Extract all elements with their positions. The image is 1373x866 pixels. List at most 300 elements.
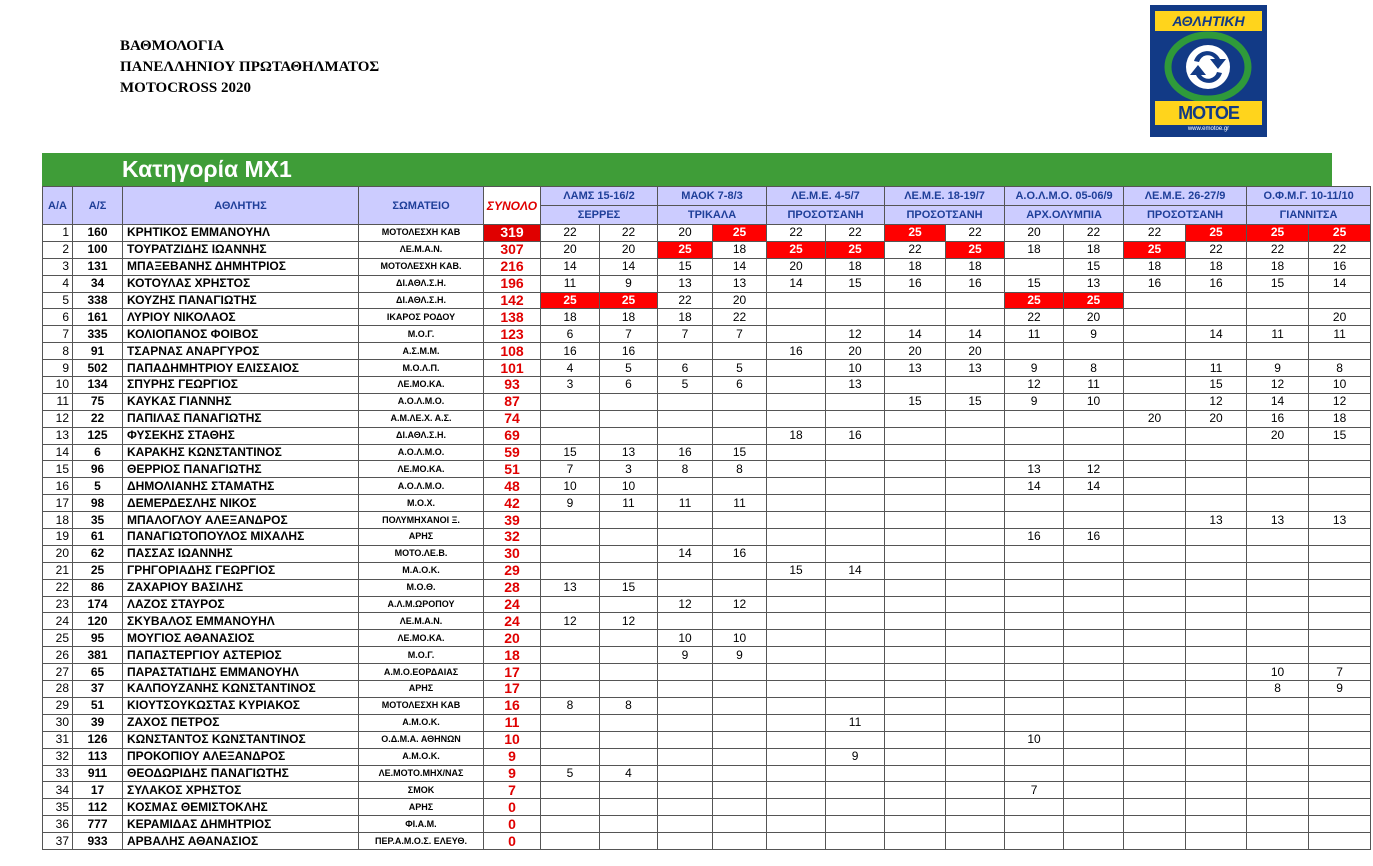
race-score-cell [541, 731, 600, 748]
table-row [43, 697, 1371, 714]
race-score-cell: 22 [1005, 309, 1064, 326]
race-score-cell [1005, 816, 1064, 833]
table-row [43, 258, 1371, 275]
race-score-cell [946, 714, 1005, 731]
race-score-cell [1124, 697, 1186, 714]
club-cell: ΙΚΑΡΟΣ ΡΟΔΟΥ [359, 309, 484, 326]
race-score-cell [826, 799, 885, 816]
race-score-cell [946, 765, 1005, 782]
race-score-cell [600, 427, 658, 444]
race-score-cell [1005, 681, 1064, 698]
club-cell: Α.Ο.Λ.Μ.Ο. [359, 444, 484, 461]
race-number-cell: 113 [73, 748, 123, 765]
position-cell: 35 [43, 799, 73, 816]
total-points-cell: 101 [484, 360, 541, 377]
race-number-cell: 381 [73, 647, 123, 664]
race-score-cell [826, 410, 885, 427]
position-cell: 17 [43, 495, 73, 512]
rider-name-cell: ΚΕΡΑΜΙΔΑΣ ΔΗΜΗΤΡΙΟΣ [123, 816, 359, 833]
race-score-cell [713, 529, 767, 546]
rider-name-cell: ΤΣΑΡΝΑΣ ΑΝΑΡΓΥΡΟΣ [123, 343, 359, 360]
race-score-cell [767, 512, 826, 529]
club-cell: Ο.Δ.Μ.Α. ΑΘΗΝΩΝ [359, 731, 484, 748]
race-score-cell: 8 [1064, 360, 1124, 377]
club-cell: Μ.Ο.Λ.Π. [359, 360, 484, 377]
total-points-cell: 17 [484, 681, 541, 698]
race-score-cell: 13 [658, 275, 713, 292]
race-score-cell [1186, 478, 1247, 495]
rider-name-cell: ΚΩΝΣΤΑΝΤΟΣ ΚΩΝΣΤΑΝΤΙΝΟΣ [123, 731, 359, 748]
race-score-cell [826, 444, 885, 461]
race-score-cell [1005, 630, 1064, 647]
total-points-cell: 30 [484, 545, 541, 562]
race-score-cell [946, 799, 1005, 816]
race-score-cell [600, 731, 658, 748]
race-score-cell: 15 [658, 258, 713, 275]
total-points-cell: 0 [484, 833, 541, 850]
category-title: Κατηγορία ΜΧ1 [122, 156, 292, 182]
position-cell: 19 [43, 529, 73, 546]
race-score-cell: 11 [1247, 326, 1309, 343]
race-score-cell [658, 427, 713, 444]
race-score-cell: 22 [658, 292, 713, 309]
race-score-cell: 10 [658, 630, 713, 647]
position-cell: 14 [43, 444, 73, 461]
race-number-cell: 933 [73, 833, 123, 850]
race-score-cell [885, 461, 946, 478]
race-score-cell [541, 681, 600, 698]
race-score-cell [767, 579, 826, 596]
race-score-cell [1064, 765, 1124, 782]
race-score-cell [541, 427, 600, 444]
race-score-cell [600, 681, 658, 698]
race-score-cell [1064, 596, 1124, 613]
table-row [43, 326, 1371, 343]
race-score-cell: 14 [946, 326, 1005, 343]
club-cell: ΛΕ.ΜΟ.ΚΑ. [359, 461, 484, 478]
race-score-cell [1124, 613, 1186, 630]
race-score-cell [1124, 512, 1186, 529]
race-score-cell [1309, 799, 1371, 816]
federation-logo [1150, 5, 1267, 137]
race-score-cell [658, 714, 713, 731]
race-score-cell: 16 [1064, 529, 1124, 546]
race-score-cell: 25 [946, 241, 1005, 258]
race-score-cell [1186, 596, 1247, 613]
club-cell: ΔΙ.ΑΘΛ.Σ.Η. [359, 427, 484, 444]
rider-name-cell: ΠΑΠΑΔΗΜΗΤΡΙΟΥ ΕΛΙΣΣΑΙΟΣ [123, 360, 359, 377]
race-score-cell: 13 [1064, 275, 1124, 292]
total-points-cell: 93 [484, 377, 541, 394]
position-cell: 7 [43, 326, 73, 343]
race-score-cell [541, 596, 600, 613]
race-score-cell [1124, 647, 1186, 664]
race-score-cell [1064, 714, 1124, 731]
race-score-cell [1064, 681, 1124, 698]
race-score-cell: 9 [826, 748, 885, 765]
rider-name-cell: ΜΟΥΓΙΟΣ ΑΘΑΝΑΣΙΟΣ [123, 630, 359, 647]
race-score-cell [713, 765, 767, 782]
race-score-cell [946, 495, 1005, 512]
race-score-cell [541, 833, 600, 850]
race-score-cell: 20 [1247, 427, 1309, 444]
race-score-cell [885, 748, 946, 765]
race-score-cell: 14 [541, 258, 600, 275]
title-line: ΠΑΝΕΛΛΗΝΙΟΥ ΠΡΩΤΑΘΗΛΜΑΤΟΣ [120, 59, 380, 75]
race-score-cell: 22 [1309, 241, 1371, 258]
rider-name-cell: ΤΟΥΡΑΤΖΙΔΗΣ ΙΩΑΝΝΗΣ [123, 241, 359, 258]
club-cell: Μ.Ο.Θ. [359, 579, 484, 596]
race-score-cell: 7 [541, 461, 600, 478]
club-cell: ΑΡΗΣ [359, 681, 484, 698]
race-score-cell: 8 [658, 461, 713, 478]
position-cell: 32 [43, 748, 73, 765]
race-score-cell: 15 [1186, 377, 1247, 394]
race-number-cell: 161 [73, 309, 123, 326]
club-cell: ΔΙ.ΑΘΛ.Σ.Η. [359, 292, 484, 309]
race-score-cell [658, 343, 713, 360]
race-score-cell [1064, 512, 1124, 529]
club-cell: ΛΕ.Μ.Α.Ν. [359, 613, 484, 630]
race-score-cell: 5 [541, 765, 600, 782]
race-score-cell [885, 495, 946, 512]
race-score-cell [767, 292, 826, 309]
race-score-cell: 13 [1247, 512, 1309, 529]
total-points-cell: 18 [484, 647, 541, 664]
club-cell: ΜΟΤΟΛΕΣΧΗ ΚΑΒ [359, 225, 484, 242]
race-score-cell [767, 782, 826, 799]
position-cell: 8 [43, 343, 73, 360]
race-score-cell [885, 377, 946, 394]
race-score-cell [1124, 444, 1186, 461]
race-number-cell: 335 [73, 326, 123, 343]
race-score-cell [826, 512, 885, 529]
race-score-cell [1186, 765, 1247, 782]
race-score-cell [946, 782, 1005, 799]
rider-name-cell: ΚΙΟΥΤΣΟΥΚΩΣΤΑΣ ΚΥΡΙΑΚΟΣ [123, 697, 359, 714]
race-score-cell [1247, 596, 1309, 613]
total-points-cell: 17 [484, 664, 541, 681]
total-points-cell: 24 [484, 596, 541, 613]
race-score-cell [826, 292, 885, 309]
race-score-cell [1186, 731, 1247, 748]
race-score-cell [946, 377, 1005, 394]
race-score-cell [767, 326, 826, 343]
race-score-cell: 22 [1186, 241, 1247, 258]
race-score-cell [1186, 292, 1247, 309]
race-score-cell: 16 [600, 343, 658, 360]
race-score-cell: 22 [600, 225, 658, 242]
race-score-cell [1124, 360, 1186, 377]
race-score-cell: 5 [658, 377, 713, 394]
rider-name-cell: ΣΥΛΑΚΟΣ ΧΡΗΣΤΟΣ [123, 782, 359, 799]
race-score-cell [1064, 748, 1124, 765]
race-score-cell [1309, 343, 1371, 360]
race-score-cell: 12 [1064, 461, 1124, 478]
rider-name-cell: ΜΠΑΞΕΒΑΝΗΣ ΔΗΜΗΤΡΙΟΣ [123, 258, 359, 275]
race-score-cell [1186, 664, 1247, 681]
club-cell: ΔΙ.ΑΘΛ.Σ.Η. [359, 275, 484, 292]
total-points-cell: 74 [484, 410, 541, 427]
total-points-cell: 16 [484, 697, 541, 714]
race-score-cell: 10 [541, 478, 600, 495]
standings-table [42, 186, 1371, 850]
race-score-cell [713, 562, 767, 579]
race-score-cell: 10 [1064, 393, 1124, 410]
race-score-cell [946, 816, 1005, 833]
race-score-cell [1124, 748, 1186, 765]
rider-name-cell: ΓΡΗΓΟΡΙΑΔΗΣ ΓΕΩΡΓΙΟΣ [123, 562, 359, 579]
table-row [43, 292, 1371, 309]
race-number-cell: 17 [73, 782, 123, 799]
race-score-cell: 12 [1005, 377, 1064, 394]
race-score-cell [1186, 579, 1247, 596]
race-score-cell [1186, 630, 1247, 647]
race-score-cell [946, 410, 1005, 427]
race-score-cell: 25 [541, 292, 600, 309]
total-points-cell: 7 [484, 782, 541, 799]
race-score-cell [600, 512, 658, 529]
race-score-cell: 12 [713, 596, 767, 613]
total-points-cell: 0 [484, 816, 541, 833]
race-score-cell [826, 478, 885, 495]
race-score-cell: 25 [1247, 225, 1309, 242]
race-score-cell: 18 [1309, 410, 1371, 427]
race-score-cell [885, 630, 946, 647]
race-score-cell [826, 461, 885, 478]
race-score-cell [1247, 309, 1309, 326]
category-banner [42, 153, 1332, 186]
col-header-num: Α/Σ [73, 187, 123, 225]
rider-name-cell: ΛΑΖΟΣ ΣΤΑΥΡΟΣ [123, 596, 359, 613]
race-number-cell: 120 [73, 613, 123, 630]
race-score-cell [541, 393, 600, 410]
race-score-cell: 11 [658, 495, 713, 512]
race-score-cell [713, 816, 767, 833]
race-score-cell [826, 630, 885, 647]
race-score-cell [826, 765, 885, 782]
race-score-cell [767, 613, 826, 630]
document-title [120, 36, 379, 99]
rider-name-cell: ΛΥΡΙΟΥ ΝΙΚΟΛΑΟΣ [123, 309, 359, 326]
race-score-cell [1186, 427, 1247, 444]
race-score-cell: 6 [658, 360, 713, 377]
race-score-cell [885, 292, 946, 309]
race-score-cell [1309, 630, 1371, 647]
table-row [43, 816, 1371, 833]
race-score-cell [713, 681, 767, 698]
race-score-cell [1005, 697, 1064, 714]
race-score-cell [1005, 343, 1064, 360]
race-score-cell [826, 681, 885, 698]
race-score-cell: 18 [826, 258, 885, 275]
race-score-cell [600, 782, 658, 799]
race-score-cell [1186, 309, 1247, 326]
race-score-cell: 11 [1005, 326, 1064, 343]
club-cell: ΛΕ.Μ.Α.Ν. [359, 241, 484, 258]
race-score-cell [946, 562, 1005, 579]
club-cell: Α.Μ.Ο.ΕΟΡΔΑΙΑΣ [359, 664, 484, 681]
total-points-cell: 20 [484, 630, 541, 647]
race-score-cell: 20 [946, 343, 1005, 360]
table-row [43, 613, 1371, 630]
race-score-cell [1309, 545, 1371, 562]
race-score-cell: 25 [1309, 225, 1371, 242]
race-score-cell [1186, 529, 1247, 546]
race-score-cell [1247, 579, 1309, 596]
rider-name-cell: ΑΡΒΑΛΗΣ ΑΘΑΝΑΣΙΟΣ [123, 833, 359, 850]
race-number-cell: 134 [73, 377, 123, 394]
race-score-cell: 16 [1186, 275, 1247, 292]
race-score-cell [1005, 647, 1064, 664]
race-score-cell: 20 [541, 241, 600, 258]
race-score-cell [713, 478, 767, 495]
race-score-cell [1247, 478, 1309, 495]
race-score-cell [1124, 393, 1186, 410]
race-score-cell: 18 [767, 427, 826, 444]
position-cell: 5 [43, 292, 73, 309]
total-points-cell: 142 [484, 292, 541, 309]
race-score-cell [885, 799, 946, 816]
race-score-cell: 16 [1005, 529, 1064, 546]
race-score-cell [1247, 630, 1309, 647]
race-score-cell: 14 [600, 258, 658, 275]
race-score-cell [1005, 258, 1064, 275]
race-score-cell [1186, 444, 1247, 461]
race-score-cell: 13 [826, 377, 885, 394]
rider-name-cell: ΘΕΡΡΙΟΣ ΠΑΝΑΓΙΩΤΗΣ [123, 461, 359, 478]
race-score-cell: 20 [1005, 225, 1064, 242]
race-score-cell [658, 410, 713, 427]
race-score-cell: 25 [826, 241, 885, 258]
total-points-cell: 9 [484, 748, 541, 765]
race-score-cell [767, 765, 826, 782]
race-score-cell [1005, 613, 1064, 630]
race-score-cell: 9 [1005, 360, 1064, 377]
race-score-cell [713, 782, 767, 799]
club-cell: ΑΡΗΣ [359, 799, 484, 816]
race-score-cell [885, 444, 946, 461]
race-score-cell [1005, 512, 1064, 529]
total-points-cell: 48 [484, 478, 541, 495]
total-points-cell: 59 [484, 444, 541, 461]
race-score-cell: 13 [600, 444, 658, 461]
race-number-cell: 126 [73, 731, 123, 748]
race-score-cell [600, 647, 658, 664]
race-score-cell [767, 630, 826, 647]
race-score-cell [826, 579, 885, 596]
race-number-cell: 34 [73, 275, 123, 292]
rider-name-cell: ΠΡΟΚΟΠΙΟΥ ΑΛΕΞΑΝΔΡΟΣ [123, 748, 359, 765]
race-score-cell: 9 [1064, 326, 1124, 343]
club-cell: Μ.Ο.Γ. [359, 647, 484, 664]
race-score-cell [1247, 782, 1309, 799]
race-score-cell [885, 681, 946, 698]
race-score-cell [1064, 833, 1124, 850]
race-score-cell: 11 [1186, 360, 1247, 377]
race-score-cell: 20 [1124, 410, 1186, 427]
venue-header: ΣΕΡΡΕΣ [541, 206, 658, 225]
race-number-cell: 911 [73, 765, 123, 782]
race-score-cell: 20 [826, 343, 885, 360]
total-points-cell: 11 [484, 714, 541, 731]
race-score-cell [1309, 478, 1371, 495]
race-score-cell [1186, 833, 1247, 850]
race-score-cell: 15 [1005, 275, 1064, 292]
race-score-cell [1064, 495, 1124, 512]
race-score-cell [767, 444, 826, 461]
race-score-cell: 12 [600, 613, 658, 630]
race-score-cell: 10 [1247, 664, 1309, 681]
race-score-cell [1124, 714, 1186, 731]
race-score-cell: 15 [541, 444, 600, 461]
race-score-cell: 14 [713, 258, 767, 275]
race-score-cell [1309, 579, 1371, 596]
race-score-cell: 20 [600, 241, 658, 258]
event-header: ΜΑΟΚ 7-8/3 [658, 187, 767, 206]
table-row [43, 478, 1371, 495]
race-score-cell [767, 748, 826, 765]
race-score-cell [600, 562, 658, 579]
race-score-cell [1064, 410, 1124, 427]
race-score-cell [713, 833, 767, 850]
race-score-cell [885, 664, 946, 681]
club-cell: Α.Μ.ΛΕ.Χ. Α.Σ. [359, 410, 484, 427]
race-score-cell: 15 [767, 562, 826, 579]
race-score-cell [885, 309, 946, 326]
race-score-cell: 16 [946, 275, 1005, 292]
club-cell: ΜΟΤΟ.ΛΕ.Β. [359, 545, 484, 562]
race-score-cell [1124, 579, 1186, 596]
race-score-cell [541, 799, 600, 816]
total-points-cell: 319 [484, 225, 541, 242]
rider-name-cell: ΚΟΛΙΟΠΑΝΟΣ ΦΟΙΒΟΣ [123, 326, 359, 343]
race-score-cell [1005, 664, 1064, 681]
race-score-cell [600, 816, 658, 833]
race-score-cell [713, 393, 767, 410]
table-row [43, 410, 1371, 427]
race-score-cell [767, 309, 826, 326]
race-score-cell: 18 [658, 309, 713, 326]
race-score-cell [1186, 495, 1247, 512]
total-points-cell: 28 [484, 579, 541, 596]
race-score-cell: 16 [1247, 410, 1309, 427]
race-score-cell [885, 427, 946, 444]
race-score-cell [1247, 816, 1309, 833]
rider-name-cell: ΚΟΥΖΗΣ ΠΑΝΑΓΙΩΤΗΣ [123, 292, 359, 309]
race-score-cell: 9 [1309, 681, 1371, 698]
rider-name-cell: ΠΑΠΑΣΤΕΡΓΙΟΥ ΑΣΤΕΡΙΟΣ [123, 647, 359, 664]
race-score-cell [600, 596, 658, 613]
race-score-cell [658, 613, 713, 630]
race-score-cell [1064, 427, 1124, 444]
total-points-cell: 51 [484, 461, 541, 478]
table-row [43, 596, 1371, 613]
race-score-cell: 13 [541, 579, 600, 596]
race-score-cell [885, 697, 946, 714]
race-score-cell [1186, 782, 1247, 799]
race-number-cell: 75 [73, 393, 123, 410]
race-score-cell: 22 [541, 225, 600, 242]
race-score-cell [946, 579, 1005, 596]
race-score-cell [767, 647, 826, 664]
race-score-cell [767, 461, 826, 478]
race-score-cell [826, 697, 885, 714]
race-score-cell [946, 697, 1005, 714]
standings-body [43, 225, 1371, 850]
race-score-cell [946, 664, 1005, 681]
race-score-cell: 5 [713, 360, 767, 377]
